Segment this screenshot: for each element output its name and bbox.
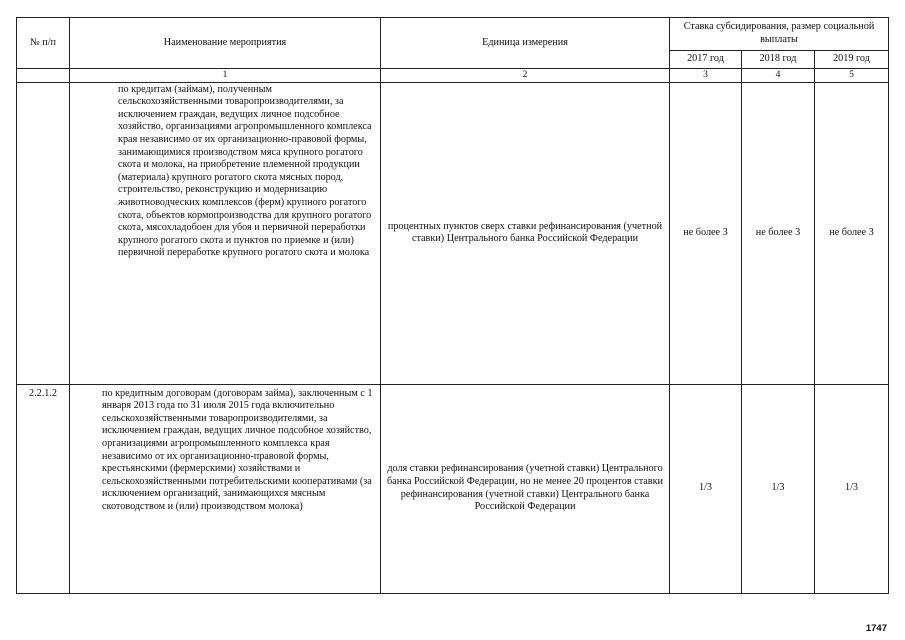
column-number-4: 4 [742, 69, 815, 83]
rate-2019: 1/3 [815, 384, 889, 593]
column-number-blank [17, 69, 70, 83]
rate-2017: не более 3 [670, 82, 742, 384]
header-year-2019: 2019 год [815, 51, 889, 69]
row-number [17, 82, 70, 384]
header-year-2017: 2017 год [670, 51, 742, 69]
subsidy-rates-table [16, 17, 889, 594]
rate-2018: 1/3 [742, 384, 815, 593]
column-number-3: 3 [670, 69, 742, 83]
event-name: по кредитам (займам), полученным сельскохозяйственными товаропроизводителями, за исключением граждан, ведущих личное подсобное хозяйство, организациями агропромышленного комплекса края независимо от их организационно-правовой формы, занимающимися производством мяса крупного рогатого скота и молока, на приобретение племенной продукции (материала) крупного рогатого скота мясных пород, строительство, реконструкцию и модернизацию животноводческих комплексов (ферм) крупного рогатого скота, объектов кормопроизводства для крупного рогатого скота, мясохладобоен для убоя и первичной переработки крупного рогатого скота и пунктов по приемке и (или) первичной переработке крупного рогатого скота и молока [118, 83, 372, 259]
header-number: № п/п [17, 18, 70, 69]
unit-cell: доля ставки рефинансирования (учетной ставки) Центрального банка Российской Федерации, но не менее 20 процентов ставки рефинансирования (учетной ставки) Центрального банка Российской Федерации [381, 384, 670, 593]
event-name: по кредитным договорам (договорам займа), заключенным с 1 января 2013 года по 31 июля 2015 года включительно сельскохозяйственными товаропроизводителями, за исключением граждан, ведущих личное подсобное хозяйство, организациями агропромышленного комплекса края независимо от их организационно-правовой формы, крестьянскими (фермерскими) хозяйствами и сельскохозяйственными потребительскими кооперативами (за исключением организаций, занимающихся мясным скотоводством и (или) производством молока) [102, 387, 373, 512]
rate-2017: 1/3 [670, 384, 742, 593]
column-number-2: 2 [381, 69, 670, 83]
table-row [17, 384, 889, 593]
unit-cell: процентных пунктов сверх ставки рефинансирования (учетной ставки) Центрального банка Российской Федерации [381, 82, 670, 384]
event-name-cell [70, 384, 381, 593]
rate-2018: не более 3 [742, 82, 815, 384]
event-name-cell [70, 82, 381, 384]
row-number: 2.2.1.2 [17, 384, 70, 593]
column-number-5: 5 [815, 69, 889, 83]
header-year-2018: 2018 год [742, 51, 815, 69]
header-unit: Единица измерения [381, 18, 670, 69]
rate-2019: не более 3 [815, 82, 889, 384]
page-number: 1747 [865, 623, 887, 634]
column-number-1: 1 [70, 69, 381, 83]
table-row [17, 82, 889, 384]
column-numbers-row [17, 69, 889, 83]
header-event-name: Наименование мероприятия [70, 18, 381, 69]
header-rate: Ставка субсидирования, размер социальной выплаты [670, 18, 889, 51]
